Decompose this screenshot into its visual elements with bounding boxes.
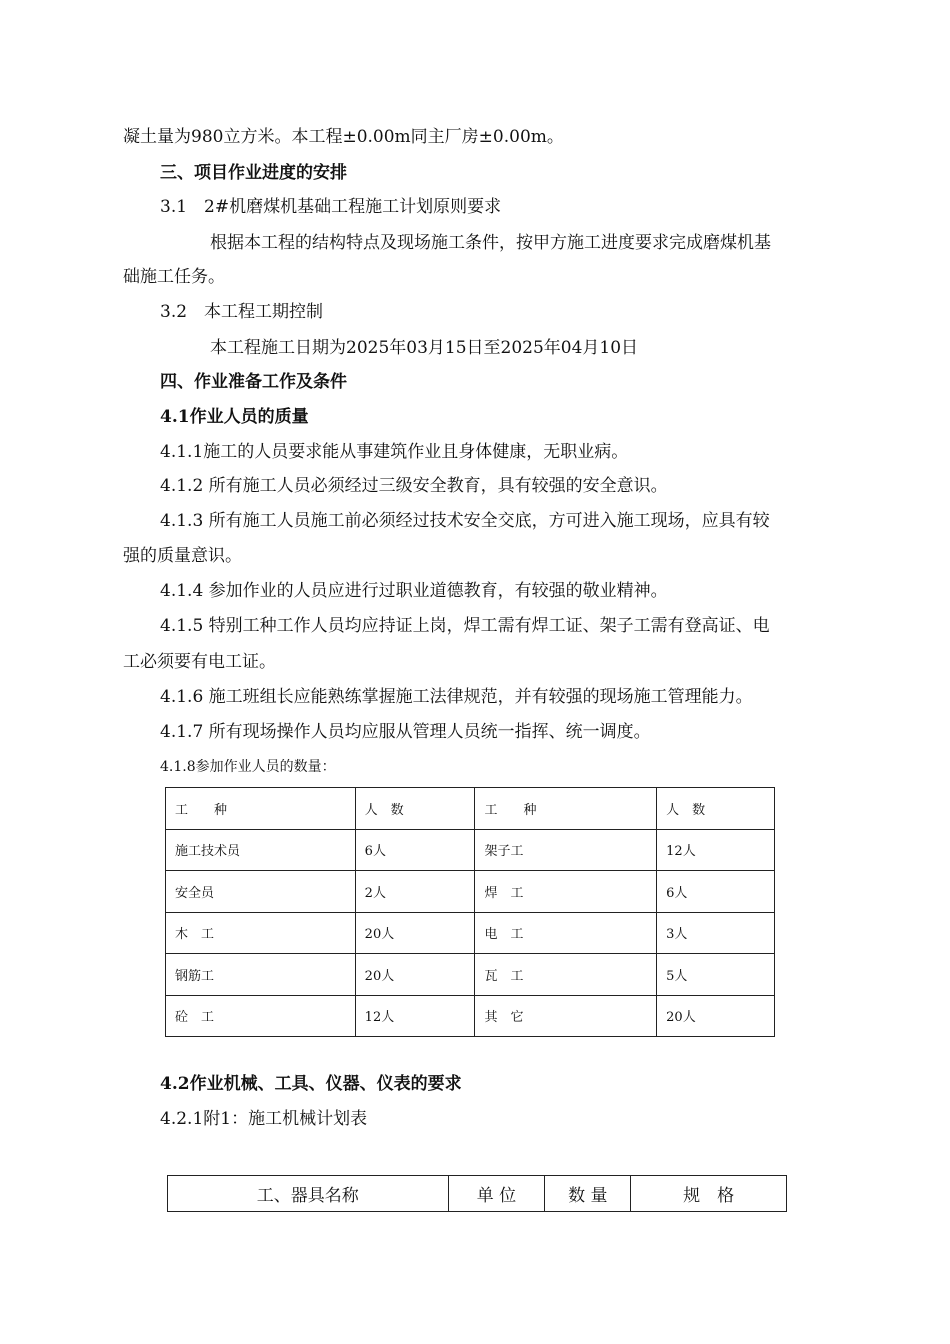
table-row: [166, 912, 775, 954]
table-cell: 电 工: [475, 912, 657, 954]
table-cell: 架子工: [475, 829, 657, 871]
table-cell: 3人: [657, 912, 775, 954]
table-header-cell: 数 量: [545, 1176, 631, 1212]
subsection-heading: 4.1作业人员的质量: [160, 407, 309, 427]
table-row: [166, 829, 775, 871]
list-item: 4.2.1附1：施工机械计划表: [160, 1109, 368, 1129]
table-cell: 焊 工: [475, 871, 657, 913]
paragraph: 根据本工程的结构特点及现场施工条件，按甲方施工进度要求完成磨煤机基: [210, 233, 771, 253]
table-cell: 6人: [657, 871, 775, 913]
table-row: [166, 954, 775, 996]
staff-count-table: [165, 787, 775, 1037]
list-item: 强的质量意识。: [123, 546, 242, 566]
table-cell: 12人: [657, 829, 775, 871]
table-cell: 20人: [657, 995, 775, 1037]
paragraph: 础施工任务。: [123, 267, 225, 287]
list-item: 工必须要有电工证。: [123, 652, 276, 672]
table-row: [166, 871, 775, 913]
table-cell: 施工技术员: [166, 829, 356, 871]
table-header-row: [166, 788, 775, 830]
list-item: 4.1.4 参加作业的人员应进行过职业道德教育，有较强的敬业精神。: [160, 581, 668, 601]
list-item: 4.1.7 所有现场操作人员均应服从管理人员统一指挥、统一调度。: [160, 722, 651, 742]
table-row: [166, 995, 775, 1037]
table-cell: 其 它: [475, 995, 657, 1037]
paragraph: 凝土量为980立方米。本工程±0.00m同主厂房±0.00m。: [123, 127, 564, 147]
table-cell: 2人: [355, 871, 475, 913]
table-header-cell: 工 种: [475, 788, 657, 830]
table-cell: 5人: [657, 954, 775, 996]
table-cell: 钢筋工: [166, 954, 356, 996]
section-heading: 四、作业准备工作及条件: [160, 372, 347, 392]
subsection-title: 3.2 本工程工期控制: [160, 302, 324, 322]
table-header-cell: 工、器具名称: [168, 1176, 449, 1212]
list-item: 4.1.8参加作业人员的数量：: [160, 759, 336, 775]
table-header-cell: 规 格: [631, 1176, 787, 1212]
list-item: 4.1.3 所有施工人员施工前必须经过技术安全交底，方可进入施工现场，应具有较: [160, 511, 770, 531]
subsection-title: 3.1 2#机磨煤机基础工程施工计划原则要求: [160, 197, 502, 217]
section-heading: 三、项目作业进度的安排: [160, 163, 347, 183]
table-cell: 20人: [355, 912, 475, 954]
table-cell: 瓦 工: [475, 954, 657, 996]
table-header-cell: 人 数: [657, 788, 775, 830]
paragraph: 本工程施工日期为2025年03月15日至2025年04月10日: [210, 338, 639, 358]
list-item: 4.1.6 施工班组长应能熟练掌握施工法律规范，并有较强的现场施工管理能力。: [160, 687, 753, 707]
list-item: 4.1.2 所有施工人员必须经过三级安全教育，具有较强的安全意识。: [160, 476, 668, 496]
table-header-cell: 人 数: [355, 788, 475, 830]
table-cell: 6人: [355, 829, 475, 871]
table-cell: 安全员: [166, 871, 356, 913]
table-cell: 12人: [355, 995, 475, 1037]
table-header-row: [168, 1176, 787, 1212]
list-item: 4.1.1施工的人员要求能从事建筑作业且身体健康，无职业病。: [160, 442, 629, 462]
machine-plan-table: [167, 1175, 787, 1212]
table-header-cell: 单 位: [448, 1176, 545, 1212]
table-header-cell: 工 种: [166, 788, 356, 830]
table-cell: 20人: [355, 954, 475, 996]
table-cell: 木 工: [166, 912, 356, 954]
table-cell: 砼 工: [166, 995, 356, 1037]
list-item: 4.1.5 特别工种工作人员均应持证上岗，焊工需有焊工证、架子工需有登高证、电: [160, 616, 770, 636]
subsection-heading: 4.2作业机械、工具、仪器、仪表的要求: [160, 1074, 462, 1094]
